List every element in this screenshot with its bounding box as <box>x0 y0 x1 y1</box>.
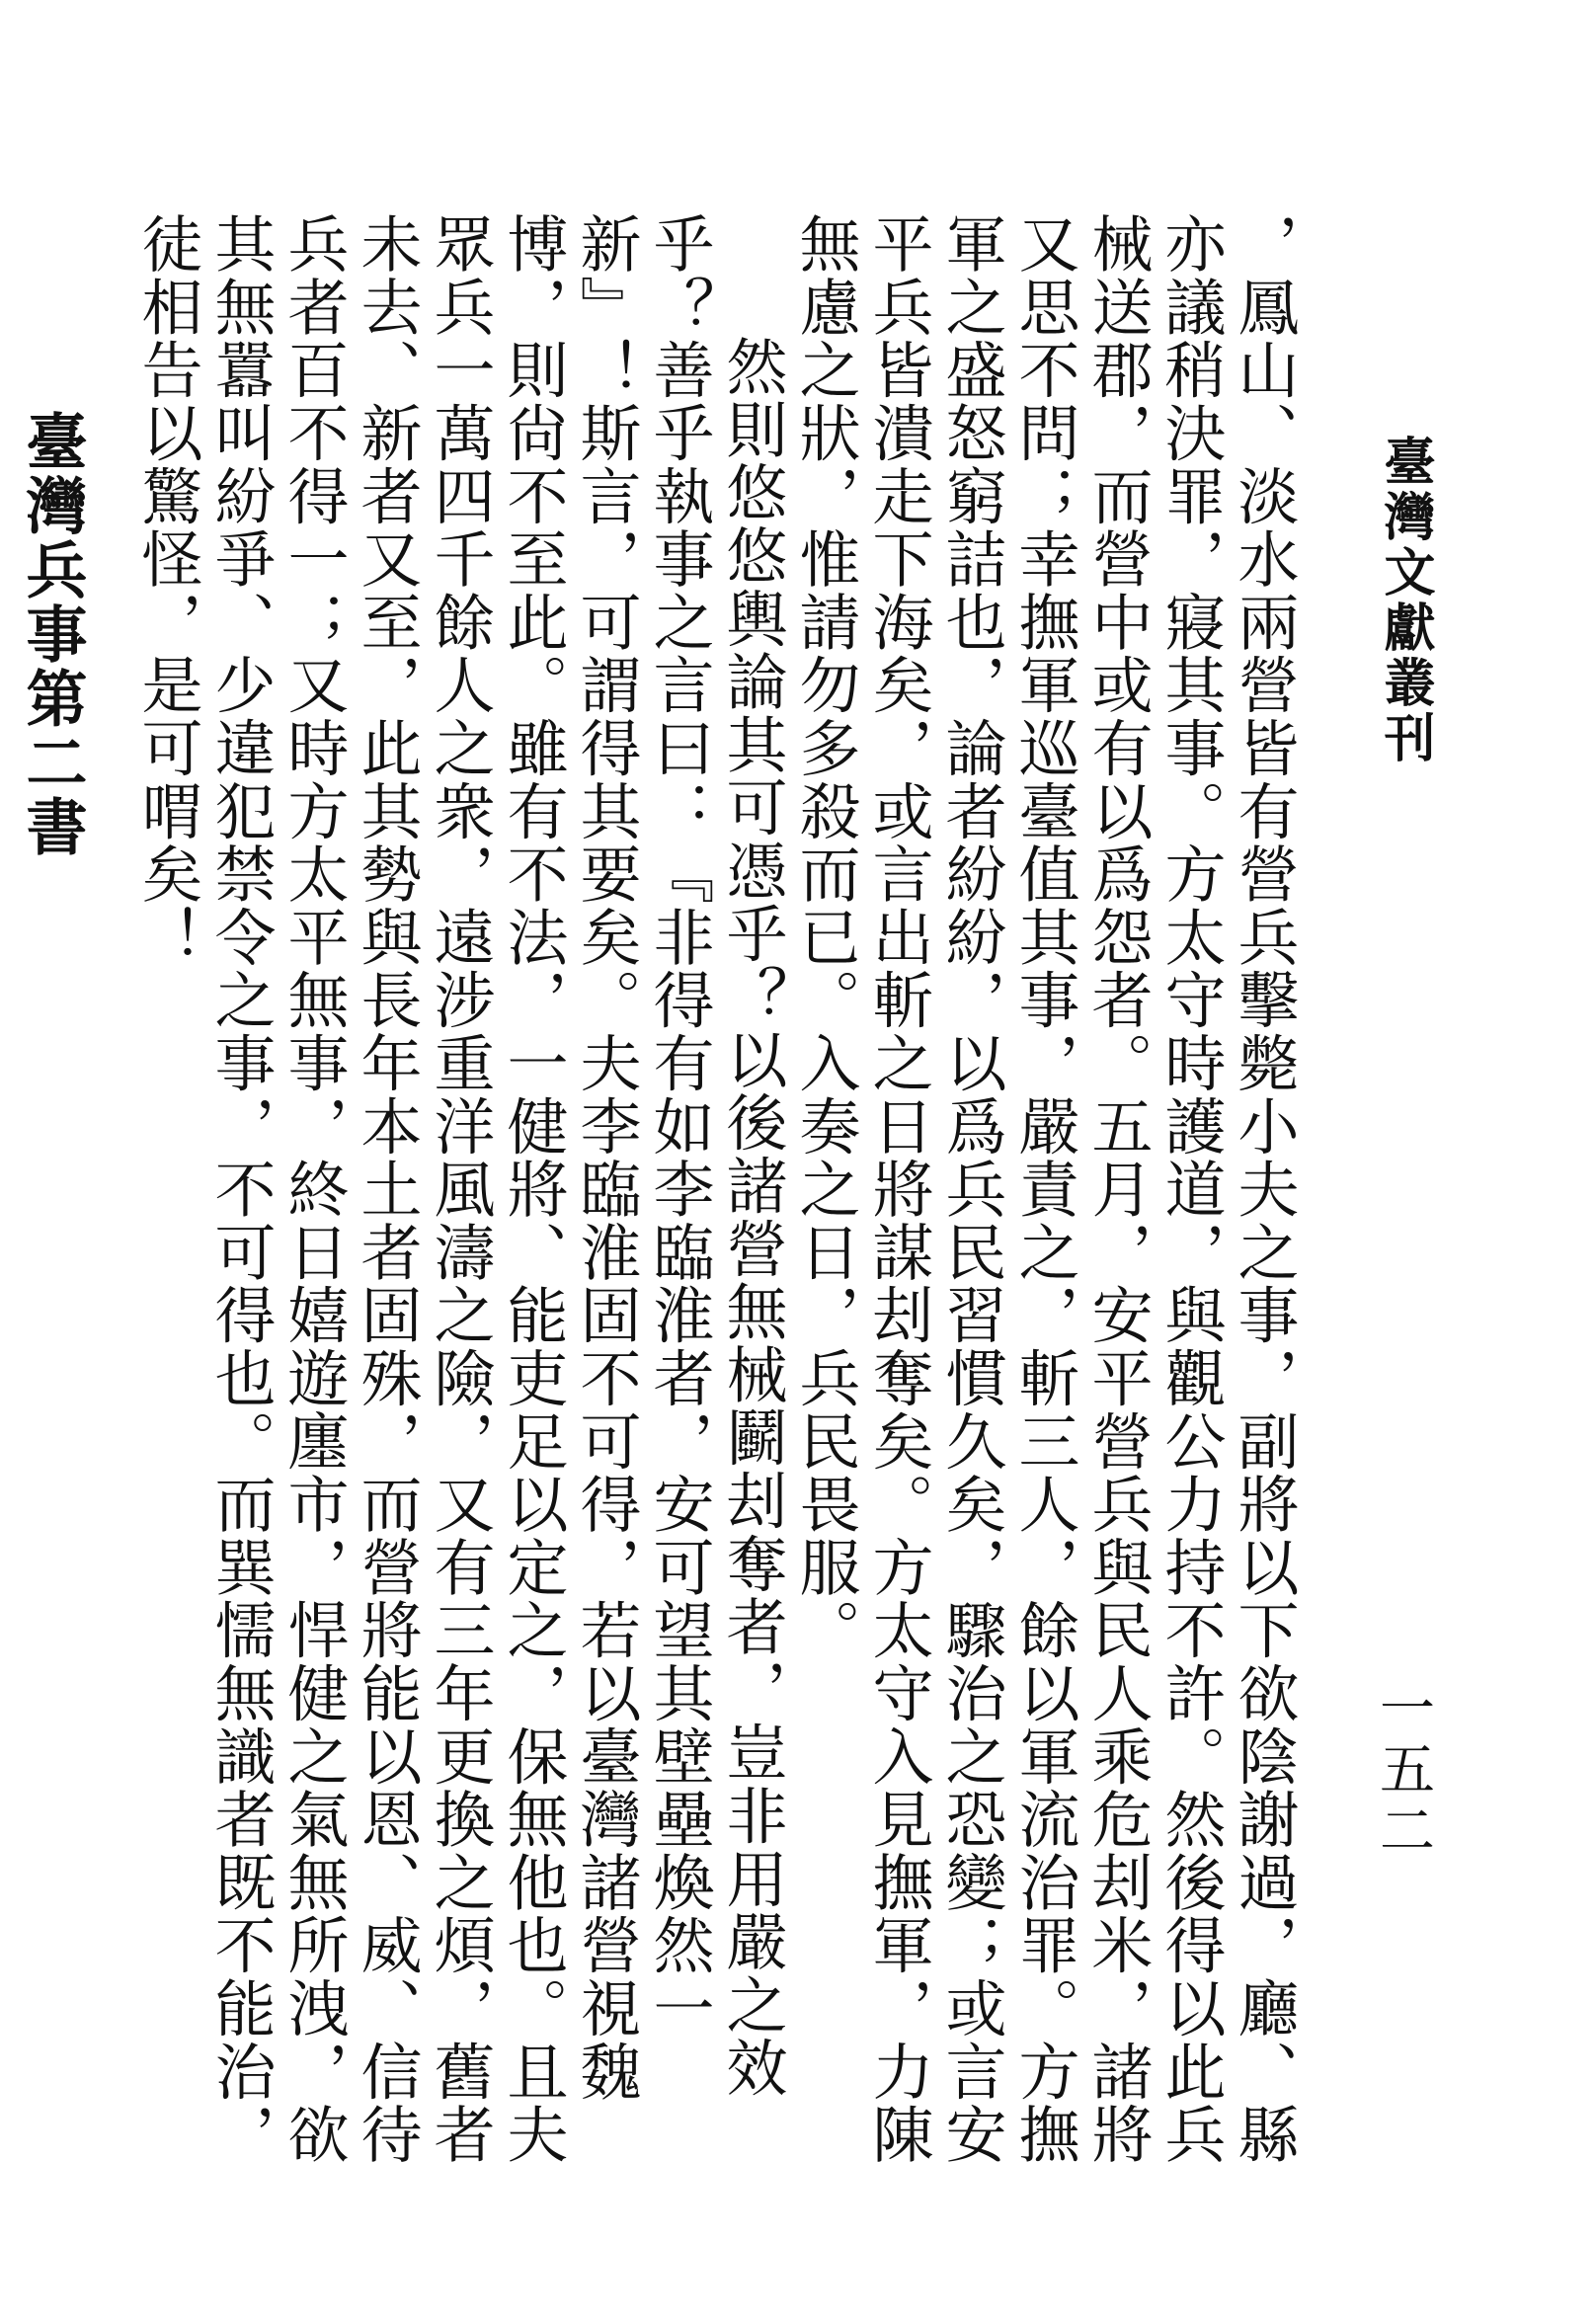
running-title: 臺灣文獻叢刊 <box>1375 435 1435 766</box>
paragraph-2: 然則悠悠輿論其可憑乎？以後諸營無械鬬刦奪者，豈非用嚴之效乎？善乎執事之言曰：『非得有如李臨淮者，安可望其壁壘煥然一新』！斯言，可謂得其要矣。夫李臨淮固不可得，若以臺灣諸營視魏博，則尙不至此。雖有不法，一健將、能吏足以定之，保無他也。且夫眾兵一萬四千餘人之衆，遠涉重洋風濤之險，又有三年更換之煩，舊者未去、新者又至，此其勢與長年本土者固殊，而營將能以恩、威、信待兵者百不得一；又時方太平無事，終日嬉遊廛市，悍健之氣無所洩，欲其無囂叫紛爭、少違犯禁令之事，不可得也。而巽懦無識者既不能治，徒相告以驚怪，是可喟矣！ <box>131 212 788 2166</box>
section-heading: 臺灣兵事第二書 <box>16 410 88 859</box>
body-text <box>0 212 1300 2188</box>
paragraph-1: ，鳳山、淡水兩營皆有營兵擊斃小夫之事，副將以下欲陰謝過，廳、縣亦議稍決罪，寢其事。方太守時護道，與觀公力持不許。然後得以此兵械送郡，而營中或有以爲怨者。五月，安平營兵與民人乘危刦米，諸將又思不問；幸撫軍巡臺值其事，嚴責之，斬三人，餘以軍流治罪。方撫軍之盛怒窮詰也，論者紛紛，以爲兵民習慣久矣，驟治之恐變；或言安平兵皆潰走下海矣，或言出斬之日將謀刦奪矣。方太守入見撫軍，力陳無慮之狀，惟請勿多殺而已。入奏之日，兵民畏服。 <box>789 212 1300 2166</box>
page-number: 一五二 <box>1371 1679 1435 1863</box>
